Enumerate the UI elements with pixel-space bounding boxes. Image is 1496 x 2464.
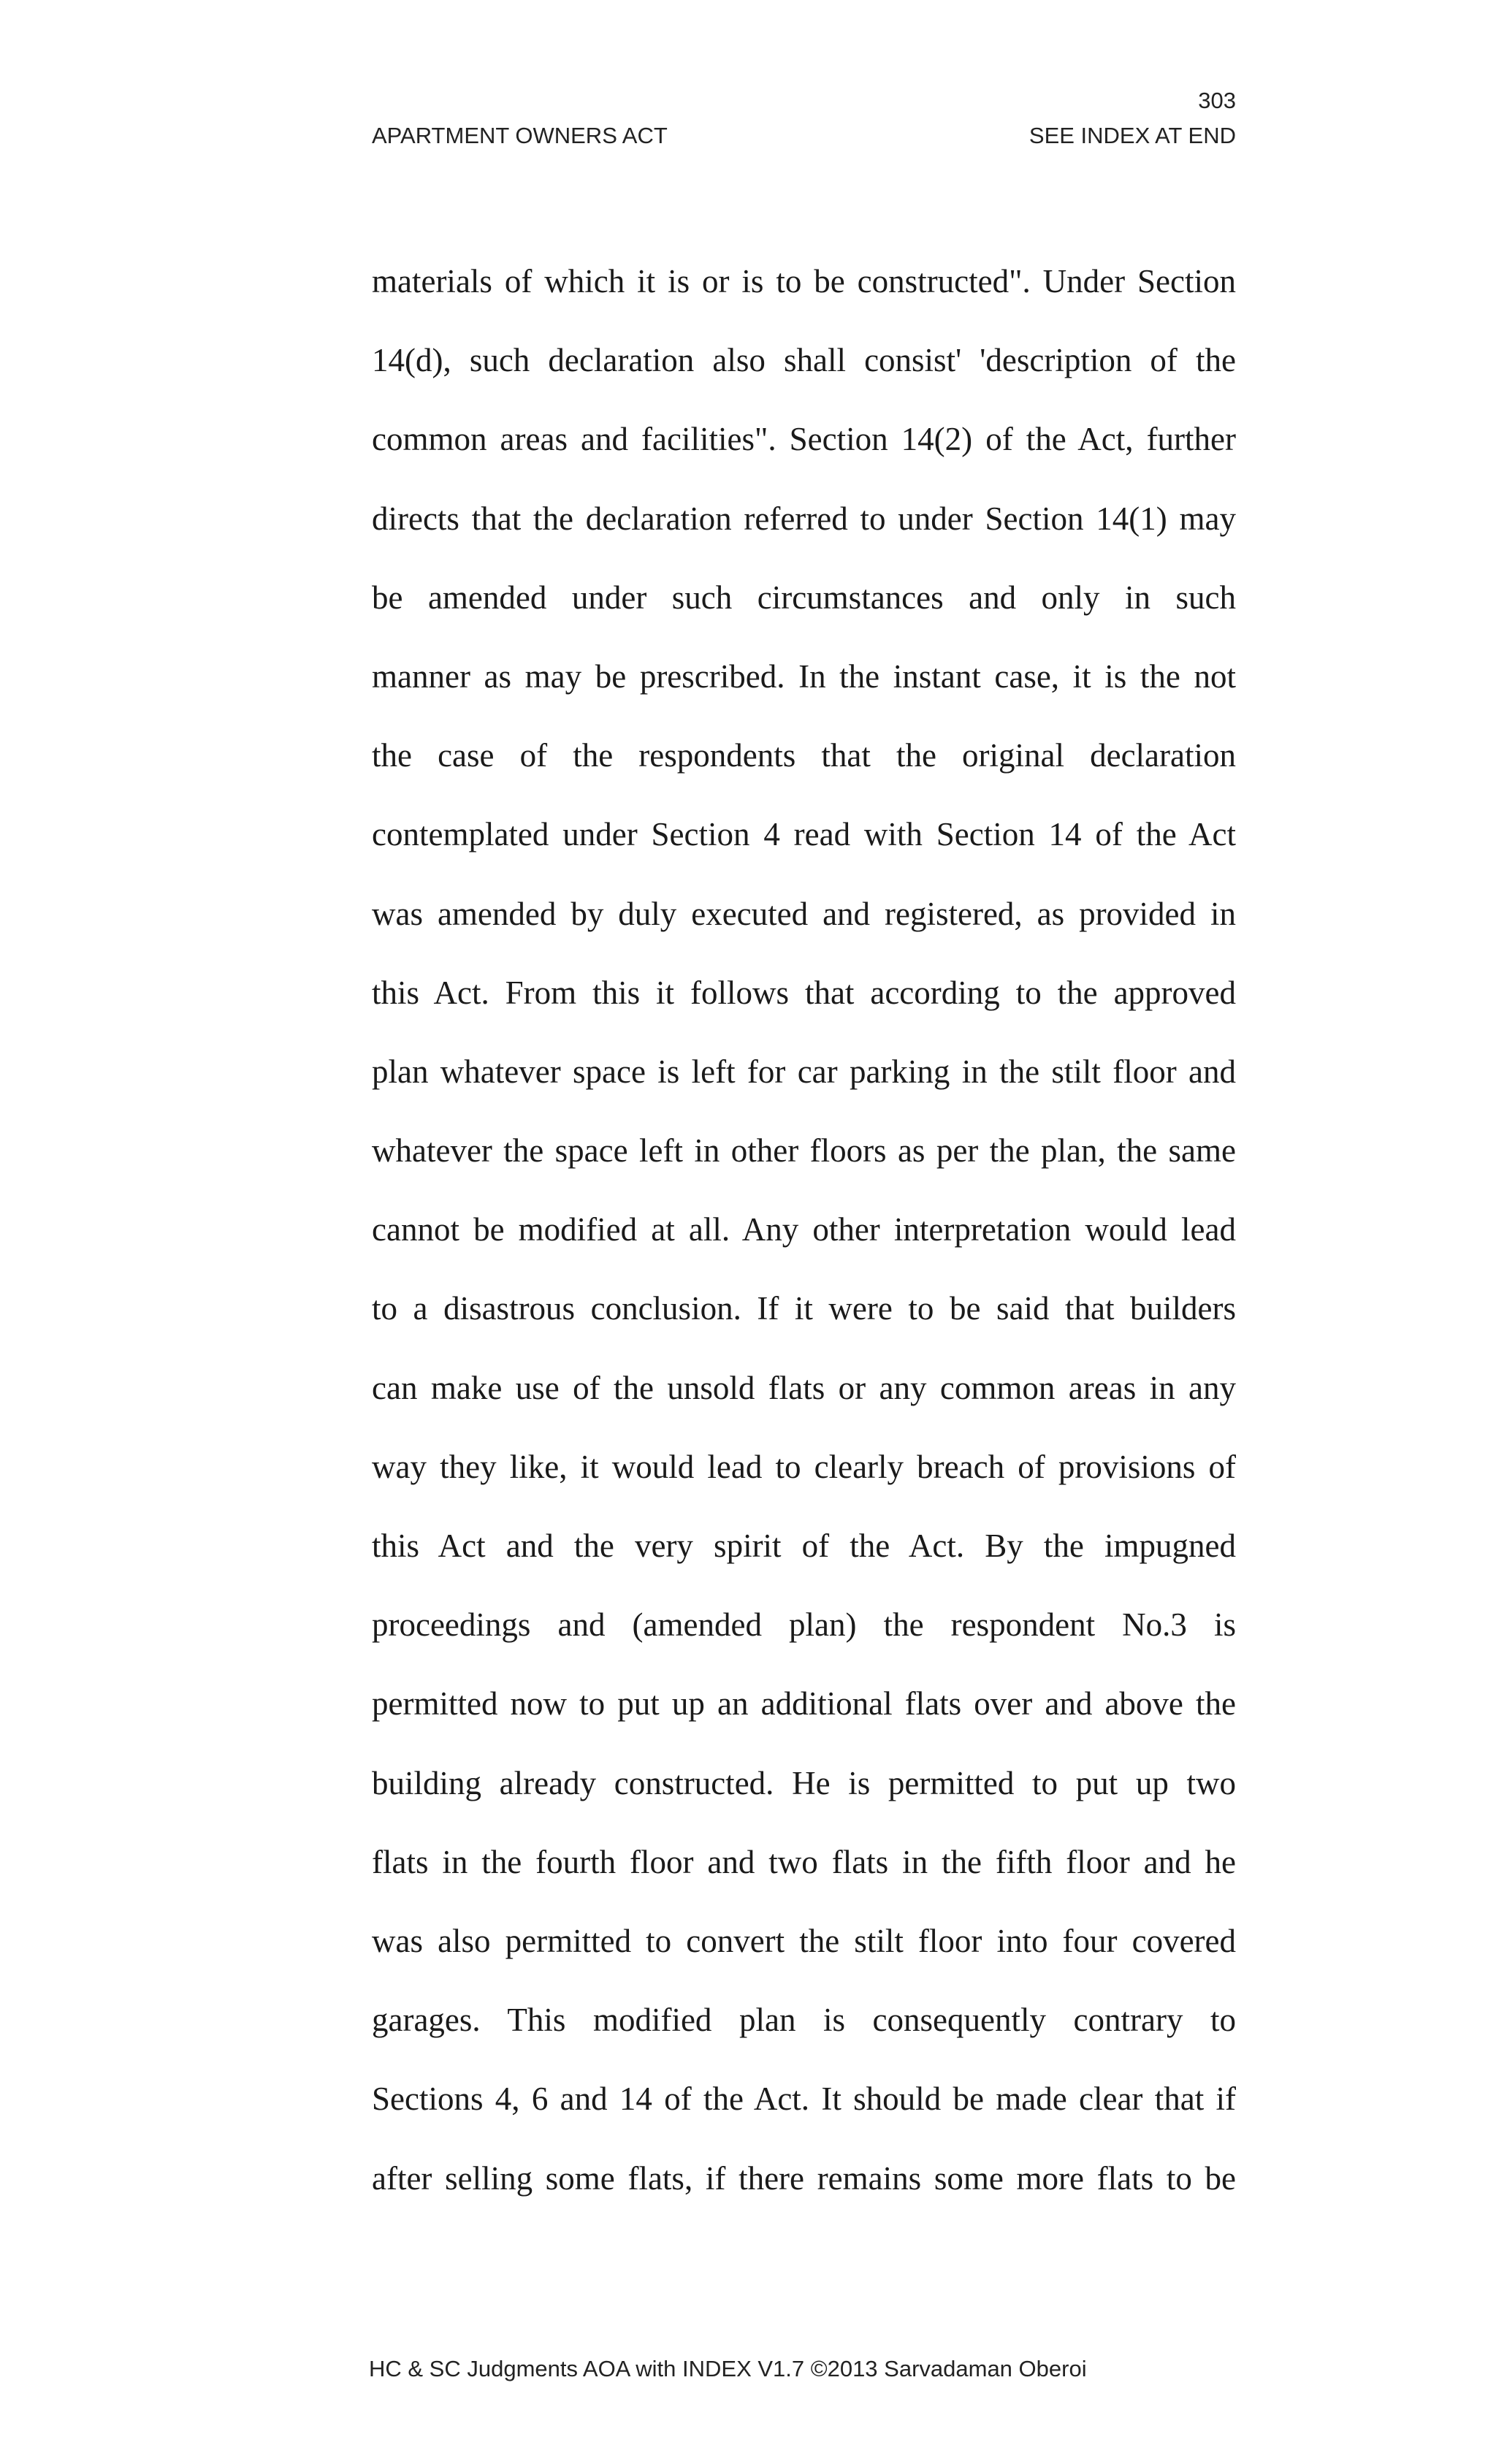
text-line: this Act. From this it follows that according to the approved — [372, 974, 1236, 1011]
text-line: garages. This modified plan is consequently contrary to — [372, 2002, 1236, 2039]
text-line: building already constructed. He is permitted to put up two — [372, 1764, 1236, 1801]
text-line: to a disastrous conclusion. If it were to be said that builders — [372, 1290, 1236, 1327]
running-header-index-note: SEE INDEX AT END — [1028, 123, 1236, 148]
footer-copyright: HC & SC Judgments AOA with INDEX V1.7 ©2013 Sarvadaman Oberoi — [369, 2356, 1087, 2381]
text-line: whatever the space left in other floors as per the plan, the same — [372, 1132, 1236, 1170]
text-line: 14(d), such declaration also shall consist' 'description of the — [372, 342, 1236, 379]
text-line: was also permitted to convert the stilt floor into four covered — [372, 1922, 1236, 1959]
text-line: flats in the fourth floor and two flats in the fifth floor and he — [372, 1843, 1236, 1880]
text-line: contemplated under Section 4 read with Section 14 of the Act — [372, 816, 1236, 853]
text-line: cannot be modified at all. Any other interpretation would lead — [372, 1211, 1236, 1248]
text-line: manner as may be prescribed. In the instant case, it is the not — [372, 657, 1236, 695]
text-line: directs that the declaration referred to under Section 14(1) may — [372, 500, 1236, 537]
text-line: common areas and facilities". Section 14(2) of the Act, further — [372, 421, 1236, 458]
text-line: was amended by duly executed and registered, as provided in — [372, 895, 1236, 932]
text-line: materials of which it is or is to be constructed". Under Section — [372, 263, 1236, 300]
text-line: permitted now to put up an additional flats over and above the — [372, 1685, 1236, 1723]
text-line: plan whatever space is left for car parking in the stilt floor and — [372, 1053, 1236, 1090]
text-line: can make use of the unsold flats or any common areas in any — [372, 1369, 1236, 1406]
running-header-title: APARTMENT OWNERS ACT — [372, 123, 668, 148]
text-line: way they like, it would lead to clearly breach of provisions of — [372, 1448, 1236, 1485]
body-text — [372, 259, 1236, 2235]
text-line: proceedings and (amended plan) the respondent No.3 is — [372, 1606, 1236, 1644]
text-line: Sections 4, 6 and 14 of the Act. It should be made clear that if — [372, 2080, 1236, 2118]
text-line: the case of the respondents that the original declaration — [372, 737, 1236, 774]
text-line: this Act and the very spirit of the Act. By the impugned — [372, 1527, 1236, 1564]
text-line: after selling some flats, if there remains some more flats to be — [372, 2159, 1236, 2197]
text-line: be amended under such circumstances and only in such — [372, 579, 1236, 616]
page-number: 303 — [1198, 88, 1236, 113]
